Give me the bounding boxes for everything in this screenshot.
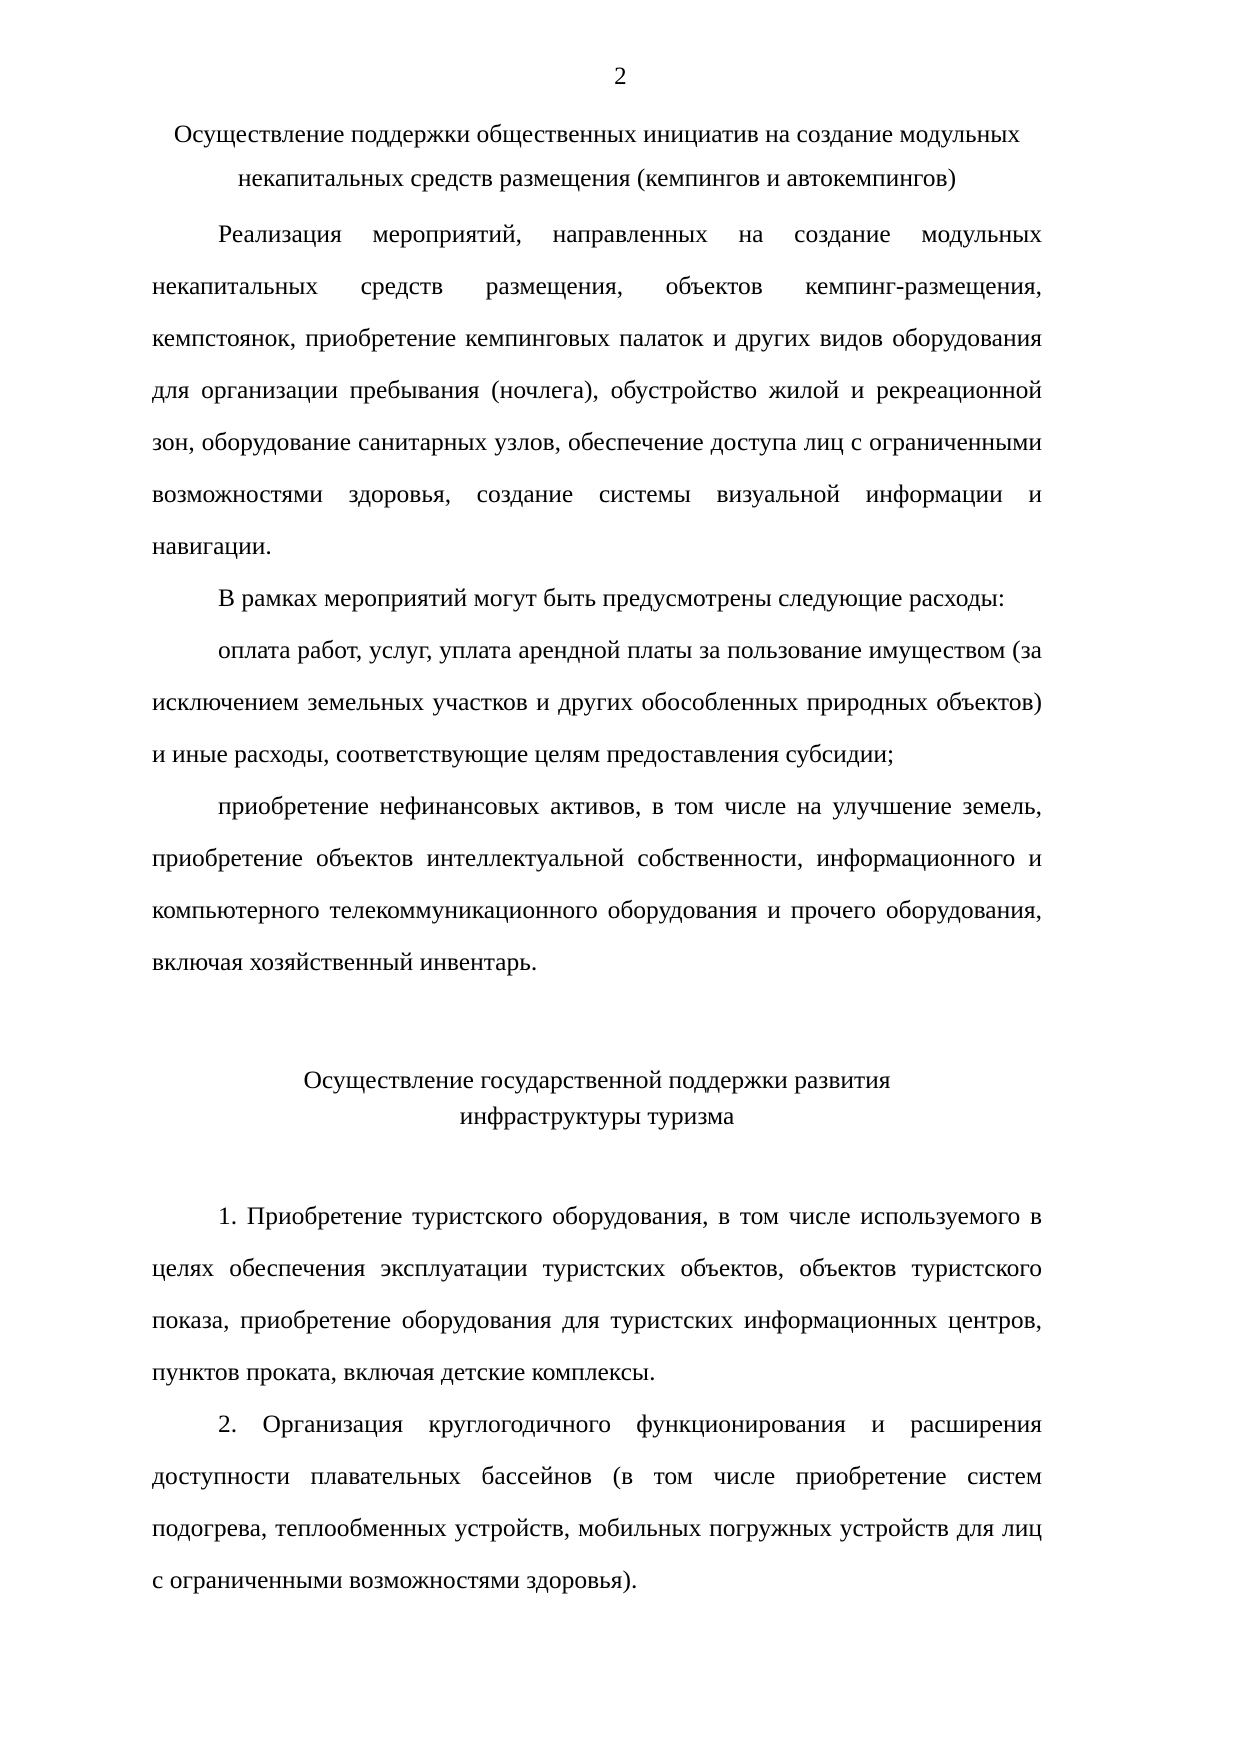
paragraph-expense-nonfinancial-assets: приобретение нефинансовых активов, в том числе на улучшение земель, приобретение объектов интеллектуальной собственности, информационного и компьютерного телекоммуникационного оборудования и прочего оборудования, включая хозяйственный инвентарь. [152, 791, 1042, 976]
spacer [152, 988, 1042, 1062]
section-heading-one-line-2: некапитальных средств размещения (кемпингов и автокемпингов) [237, 163, 957, 192]
paragraph-item-1-tourist-equipment: 1. Приобретение туристского оборудования, в том числе используемого в целях обеспечения эксплуатации туристских объектов, объектов туристского показа, приобретение оборудования для туристских информационных центров, пунктов проката, включая детские комплексы. [152, 1201, 1042, 1386]
paragraph-expense-intro: В рамках мероприятий могут быть предусмотрены следующие расходы: [218, 583, 1005, 612]
page-number: 2 [614, 63, 627, 90]
spacer [152, 1134, 1042, 1190]
section-heading-one [152, 112, 1042, 200]
paragraph-item-2-swimming-pools: 2. Организация круглогодичного функционирования и расширения доступности плавательных бассейнов (в том числе приобретение систем подогрева, теплообменных устройств, мобильных погружных устройств для лиц с ограниченными возможностями здоровья). [152, 1409, 1042, 1594]
section-heading-one-line-1: Осуществление поддержки общественных инициатив на создание модульных [173, 119, 1021, 148]
document-body [152, 112, 1042, 1606]
section-heading-two-line-1: Осуществление государственной поддержки развития [303, 1065, 891, 1094]
section-heading-two [152, 1062, 1042, 1134]
paragraph-implementation-measures: Реализация мероприятий, направленных на создание модульных некапитальных средств размещения, объектов кемпинг-размещения, кемпстоянок, приобретение кемпинговых палаток и других видов оборудования для организации пребывания (ночлега), обустройство жилой и рекреационной зон, оборудование санитарных узлов, обеспечение доступа лиц с ограниченными возможностями здоровья, создание системы визуальной информации и навигации. [152, 219, 1042, 560]
section-heading-two-line-2: инфраструктуры туризма [459, 1101, 735, 1130]
spacer [152, 200, 1042, 208]
paragraph-expense-works-services: оплата работ, услуг, уплата арендной платы за пользование имуществом (за исключением земельных участков и других обособленных природных объектов) и иные расходы, соответствующие целям предоставления субсидии; [152, 635, 1042, 768]
